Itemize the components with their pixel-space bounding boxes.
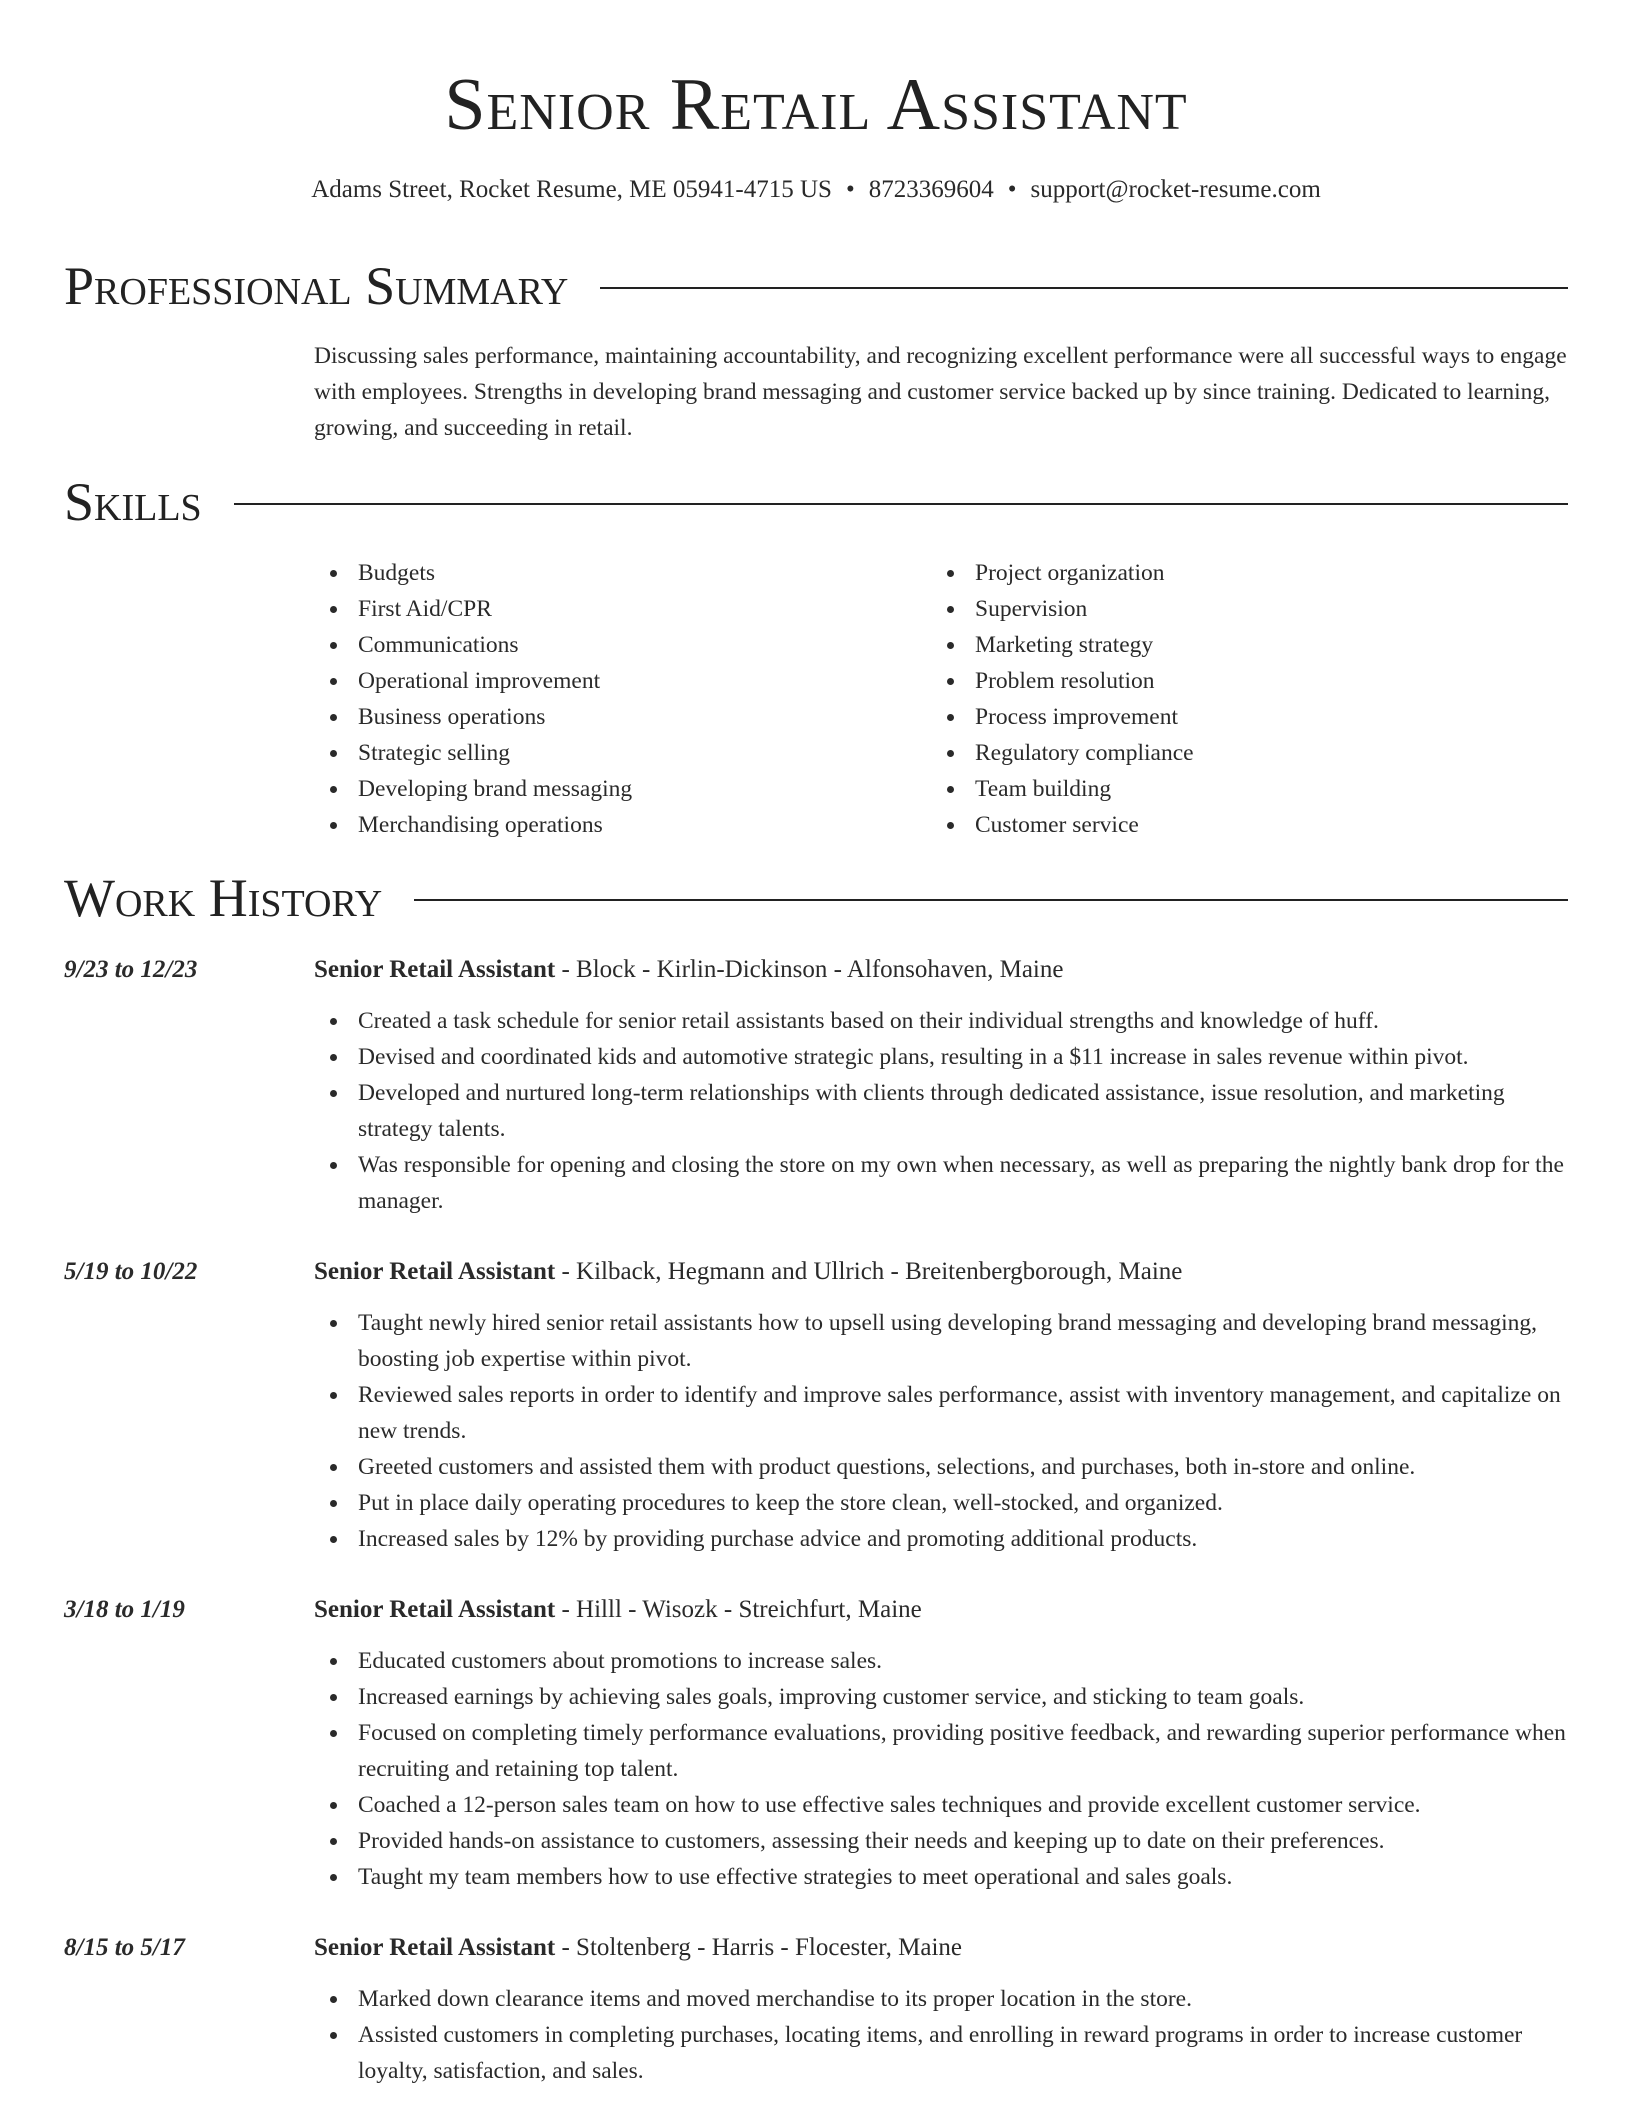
job-bullets bbox=[314, 1003, 1568, 1219]
skills-column-right bbox=[931, 555, 1548, 843]
work-heading bbox=[64, 866, 1568, 930]
skill-item: Process improvement bbox=[931, 699, 1548, 735]
section-title-summary: Professional Summary bbox=[64, 256, 569, 316]
skill-item: First Aid/CPR bbox=[314, 591, 931, 627]
job-bullet: Created a task schedule for senior retail assistants based on their individual strengths and knowledge of huff. bbox=[314, 1003, 1568, 1039]
job-bullet: Educated customers about promotions to increase sales. bbox=[314, 1643, 1568, 1679]
job-bullet: Focused on completing timely performance evaluations, providing positive feedback, and rewarding superior performance when recruiting and retaining top talent. bbox=[314, 1715, 1568, 1787]
skill-item: Problem resolution bbox=[931, 663, 1548, 699]
job-bullet: Assisted customers in completing purchases, locating items, and enrolling in reward programs in order to increase customer loyalty, satisfaction, and sales. bbox=[314, 2017, 1568, 2089]
skill-item: Communications bbox=[314, 627, 931, 663]
job-bullet: Reviewed sales reports in order to identify and improve sales performance, assist with inventory management, and capitalize on new trends. bbox=[314, 1377, 1568, 1449]
job-bullet: Provided hands-on assistance to customers, assessing their needs and keeping up to date on their preferences. bbox=[314, 1823, 1568, 1859]
skill-item: Strategic selling bbox=[314, 735, 931, 771]
resume-name: Senior Retail Assistant bbox=[444, 64, 1188, 146]
job-bullet: Taught newly hired senior retail assistants how to upsell using developing brand messaging and developing brand messaging, boosting job expertise within pivot. bbox=[314, 1305, 1568, 1377]
skill-item: Developing brand messaging bbox=[314, 771, 931, 807]
job-title: Senior Retail Assistant bbox=[314, 1934, 556, 1961]
skill-item: Business operations bbox=[314, 699, 931, 735]
job-heading bbox=[314, 1592, 922, 1628]
job-entry bbox=[64, 1930, 1568, 2089]
job-bullet: Developed and nurtured long-term relationships with clients through dedicated assistance, issue resolution, and marketing strategy talents. bbox=[314, 1075, 1568, 1147]
skills-column-left bbox=[314, 555, 931, 843]
job-bullet: Was responsible for opening and closing the store on my own when necessary, as well as preparing the nightly bank drop for the manager. bbox=[314, 1147, 1568, 1219]
job-entry bbox=[64, 1254, 1568, 1557]
job-dates: 8/15 to 5/17 bbox=[64, 1934, 185, 1961]
section-rule bbox=[600, 287, 1568, 289]
skill-item: Operational improvement bbox=[314, 663, 931, 699]
contact-line bbox=[0, 172, 1632, 208]
job-dates: 3/18 to 1/19 bbox=[64, 1596, 185, 1623]
skill-item: Marketing strategy bbox=[931, 627, 1548, 663]
skill-item: Team building bbox=[931, 771, 1548, 807]
contact-separator: • bbox=[845, 176, 855, 203]
skill-item: Customer service bbox=[931, 807, 1548, 843]
summary-text: Discussing sales performance, maintaining accountability, and recognizing excellent performance were all successful ways to engage with employees. Strengths in developing brand messaging and customer service backed up by since training. Dedicated to learning, growing, and succeeding in retail. bbox=[314, 343, 1567, 441]
job-bullets bbox=[314, 1643, 1568, 1895]
job-bullet: Devised and coordinated kids and automotive strategic plans, resulting in a $11 increase in sales revenue within pivot. bbox=[314, 1039, 1568, 1075]
job-details: - Stoltenberg - Harris - Flocester, Maine bbox=[555, 1934, 962, 1961]
skill-item: Project organization bbox=[931, 555, 1548, 591]
job-bullet: Put in place daily operating procedures to keep the store clean, well-stocked, and organized. bbox=[314, 1485, 1568, 1521]
job-details: - Kilback, Hegmann and Ullrich - Breitenbergborough, Maine bbox=[555, 1258, 1183, 1285]
phone: 8723369604 bbox=[868, 176, 994, 203]
job-heading bbox=[314, 952, 1063, 988]
contact-separator: • bbox=[1007, 176, 1017, 203]
job-details: - Hilll - Wisozk - Streichfurt, Maine bbox=[555, 1596, 922, 1623]
skill-item: Regulatory compliance bbox=[931, 735, 1548, 771]
job-bullet: Increased earnings by achieving sales goals, improving customer service, and sticking to team goals. bbox=[314, 1679, 1568, 1715]
summary-heading bbox=[64, 254, 1568, 318]
job-dates: 9/23 to 12/23 bbox=[64, 956, 198, 983]
job-title: Senior Retail Assistant bbox=[314, 1258, 556, 1285]
job-title: Senior Retail Assistant bbox=[314, 956, 556, 983]
email: support@rocket-resume.com bbox=[1030, 176, 1321, 203]
address: Adams Street, Rocket Resume, ME 05941-4715 US bbox=[311, 176, 832, 203]
job-bullet: Marked down clearance items and moved merchandise to its proper location in the store. bbox=[314, 1981, 1568, 2017]
job-entry bbox=[64, 1592, 1568, 1895]
section-rule bbox=[414, 899, 1568, 901]
skills-heading bbox=[64, 470, 1568, 534]
job-bullet: Greeted customers and assisted them with product questions, selections, and purchases, both in-store and online. bbox=[314, 1449, 1568, 1485]
job-bullet: Increased sales by 12% by providing purchase advice and promoting additional products. bbox=[314, 1521, 1568, 1557]
skill-item: Budgets bbox=[314, 555, 931, 591]
job-heading bbox=[314, 1930, 962, 1966]
section-rule bbox=[234, 503, 1568, 505]
job-entry bbox=[64, 952, 1568, 1219]
skills-list bbox=[314, 555, 1570, 843]
job-bullets bbox=[314, 1981, 1568, 2089]
job-bullets bbox=[314, 1305, 1568, 1557]
section-title-work: Work History bbox=[64, 868, 383, 928]
skill-item: Merchandising operations bbox=[314, 807, 931, 843]
job-dates: 5/19 to 10/22 bbox=[64, 1258, 198, 1285]
section-title-skills: Skills bbox=[64, 472, 202, 532]
job-details: - Block - Kirlin-Dickinson - Alfonsohaven, Maine bbox=[555, 956, 1064, 983]
job-bullet: Coached a 12-person sales team on how to use effective sales techniques and provide excellent customer service. bbox=[314, 1787, 1568, 1823]
job-title: Senior Retail Assistant bbox=[314, 1596, 556, 1623]
job-bullet: Taught my team members how to use effective strategies to meet operational and sales goals. bbox=[314, 1859, 1568, 1895]
skill-item: Supervision bbox=[931, 591, 1548, 627]
job-heading bbox=[314, 1254, 1182, 1290]
